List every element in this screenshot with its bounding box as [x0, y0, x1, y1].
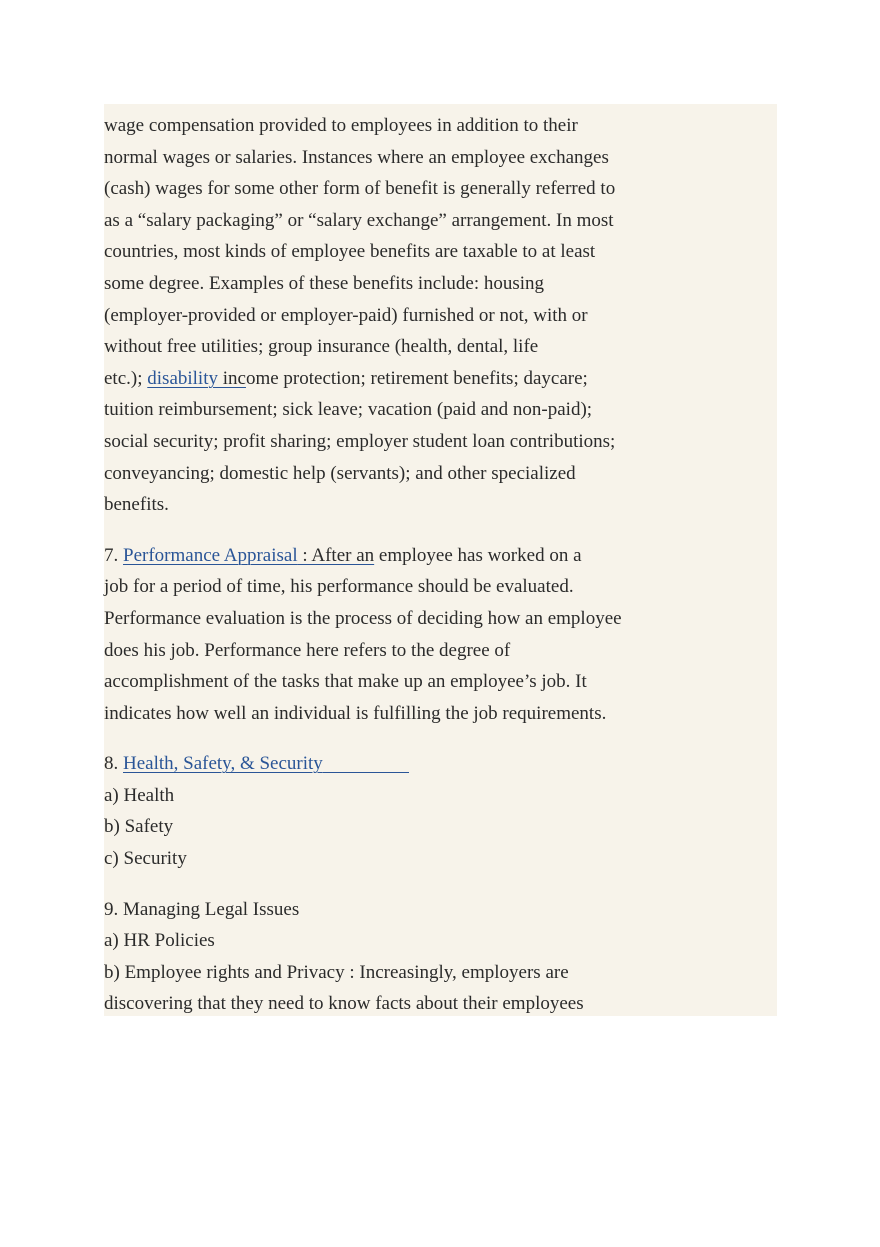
disability-link-span[interactable]: [147, 368, 246, 389]
paragraph-line: accomplishment of the tasks that make up an employee’s job. It: [104, 671, 587, 693]
section-heading-line: [104, 748, 644, 780]
paragraph-line: conveyancing; domestic help (servants); and other specialized: [104, 462, 576, 484]
paragraph-line: Performance evaluation is the process of deciding how an employee: [104, 607, 622, 629]
paragraph-line: job for a period of time, his performance should be evaluated.: [104, 576, 574, 598]
line-text: employee has worked on a: [374, 544, 582, 566]
paragraph-line: social security; profit sharing; employer student loan contributions;: [104, 430, 616, 452]
legal-issues-section: [104, 894, 644, 1020]
line-text: : After an: [297, 544, 375, 566]
paragraph-line: countries, most kinds of employee benefits are taxable to at least: [104, 241, 596, 263]
section-number: 8.: [104, 753, 123, 775]
paragraph-line: benefits.: [104, 494, 169, 516]
paragraph-line: wage compensation provided to employees in addition to their: [104, 115, 578, 136]
line-text: ome protection; retirement benefits; daycare;: [245, 367, 588, 389]
section-heading-line: [104, 540, 644, 572]
section-heading: 9. Managing Legal Issues: [104, 898, 300, 920]
list-item: a) HR Policies: [104, 930, 215, 952]
paragraph-spacer: [104, 875, 644, 894]
paragraph-line: normal wages or salaries. Instances where an employee exchanges: [104, 146, 609, 168]
line-text: inc: [218, 367, 246, 389]
health-safety-section: [104, 748, 644, 874]
performance-appraisal-link[interactable]: Performance Appraisal: [123, 544, 298, 566]
paragraph-line: indicates how well an individual is fulfilling the job requirements.: [104, 702, 607, 724]
list-item: b) Employee rights and Privacy : Increasingly, employers are: [104, 961, 569, 983]
performance-appraisal-section: [104, 540, 644, 730]
paragraph-line: does his job. Performance here refers to the degree of: [104, 639, 511, 661]
list-item: c) Security: [104, 848, 187, 870]
disability-link[interactable]: disability: [147, 367, 218, 389]
list-item: b) Safety: [104, 816, 174, 838]
link-underline-extension: [323, 771, 409, 773]
paragraph-line: (employer-provided or employer-paid) furnished or not, with or: [104, 304, 588, 326]
document-body: [104, 110, 644, 1020]
line-text: etc.);: [104, 367, 148, 389]
paragraph-line: (cash) wages for some other form of benefit is generally referred to: [104, 178, 616, 200]
section-number: 7.: [104, 544, 123, 566]
paragraph-line: as a “salary packaging” or “salary exchange” arrangement. In most: [104, 209, 614, 231]
health-safety-security-link[interactable]: Health, Safety, & Security: [123, 753, 323, 775]
paragraph-line: without free utilities; group insurance (health, dental, life: [104, 336, 539, 358]
paragraph-spacer: [104, 521, 644, 540]
list-item: a) Health: [104, 784, 175, 806]
paragraph-line: tuition reimbursement; sick leave; vacation (paid and non-paid);: [104, 399, 593, 421]
benefits-paragraph: [104, 110, 644, 521]
paragraph-line: discovering that they need to know facts about their employees: [104, 993, 584, 1015]
performance-appraisal-link-span[interactable]: [123, 545, 374, 566]
paragraph-line: [104, 363, 644, 395]
paragraph-spacer: [104, 729, 644, 748]
paragraph-line: some degree. Examples of these benefits include: housing: [104, 272, 545, 294]
